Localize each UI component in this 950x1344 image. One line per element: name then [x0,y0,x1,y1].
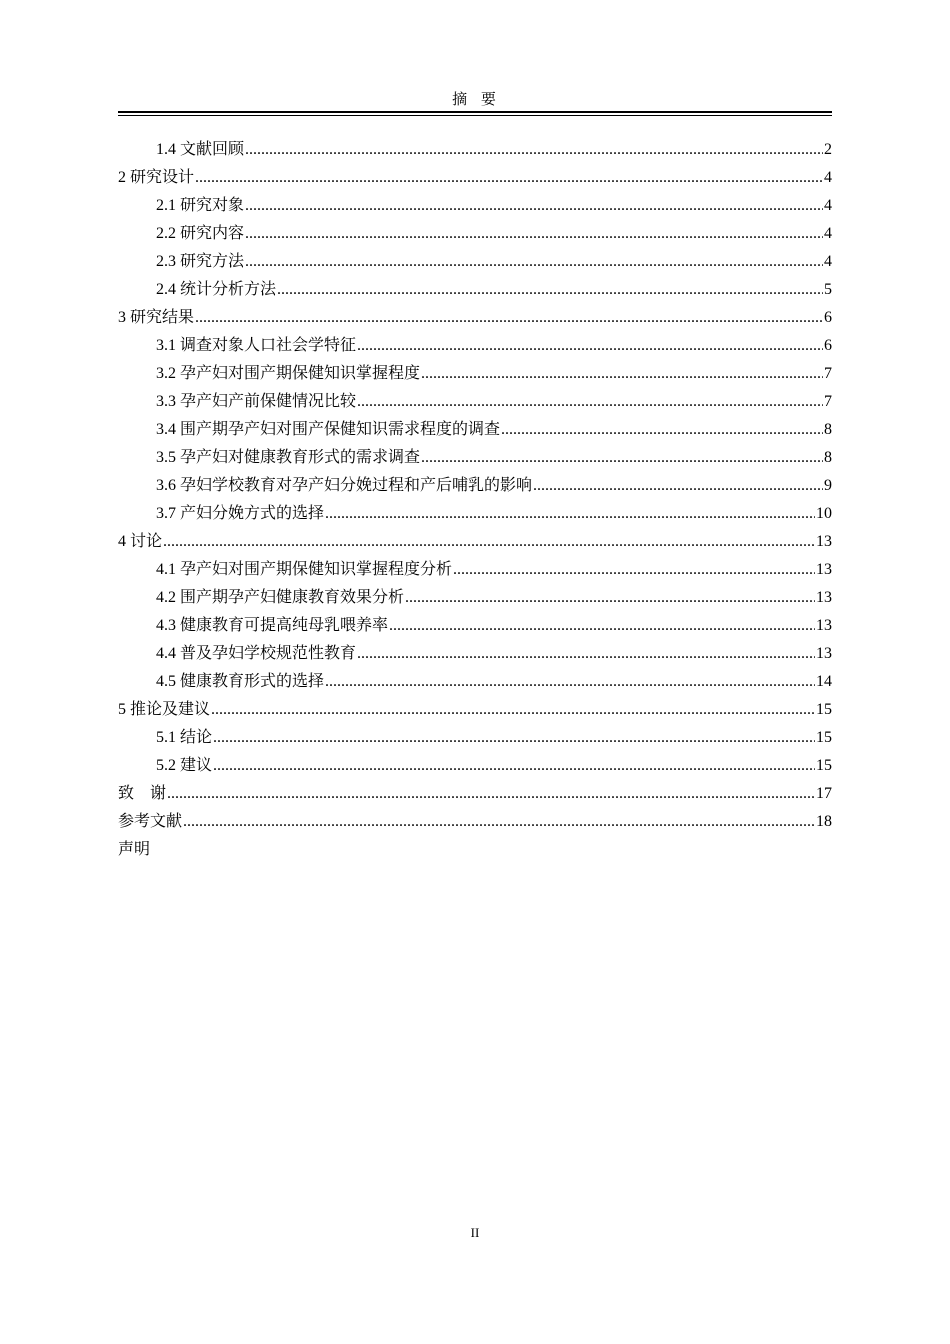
toc-entry[interactable] [118,668,832,696]
toc-entry-title: 4.1 孕产妇对围产期保健知识掌握程度分析 [156,561,453,578]
toc-entry-title: 3.6 孕妇学校教育对孕产妇分娩过程和产后哺乳的影响 [156,477,533,494]
toc-dot-leader [421,360,823,388]
toc-page-number: 13 [816,589,832,606]
toc-entry[interactable] [118,584,832,612]
toc-entry-title: 3.1 调查对象人口社会学特征 [156,337,357,354]
toc-entry-title: 3.2 孕产妇对围产期保健知识掌握程度 [156,365,421,382]
toc-page-number: 6 [824,309,832,326]
toc-entry[interactable] [118,808,832,836]
toc-dot-leader [453,556,815,584]
toc-page-number: 4 [824,225,832,242]
toc-page-number: 10 [816,505,832,522]
toc-page-number: 17 [816,785,832,802]
toc-dot-leader [245,248,823,276]
toc-dot-leader [357,388,823,416]
toc-entry[interactable] [118,192,832,220]
toc-dot-leader [405,584,815,612]
toc-entry[interactable] [118,248,832,276]
toc-entry-title: 4.4 普及孕妇学校规范性教育 [156,645,357,662]
toc-dot-leader [167,780,815,808]
toc-dot-leader [163,528,815,556]
toc-page-number: 4 [824,253,832,270]
toc-dot-leader [245,136,823,164]
toc-page-number: 4 [824,197,832,214]
toc-entry-title: 3.3 孕产妇产前保健情况比较 [156,393,357,410]
toc-entry-title: 2 研究设计 [118,169,195,186]
toc-page-number: 8 [824,449,832,466]
toc-entry[interactable] [118,276,832,304]
toc-dot-leader [325,500,815,528]
toc-entry-title: 1.4 文献回顾 [156,141,245,158]
toc-page-number: 7 [824,365,832,382]
toc-dot-leader [195,304,823,332]
toc-dot-leader [195,164,823,192]
toc-dot-leader [325,668,815,696]
toc-entry-title: 5.1 结论 [156,729,213,746]
page-number: II [470,1225,480,1240]
toc-entry[interactable] [118,416,832,444]
toc-page-number: 18 [816,813,832,830]
toc-entry[interactable] [118,836,832,864]
toc-entry[interactable] [118,388,832,416]
toc-entry[interactable] [118,612,832,640]
toc-page-number: 13 [816,561,832,578]
toc-entry[interactable] [118,304,832,332]
toc-entry-title: 2.3 研究方法 [156,253,245,270]
toc-dot-leader [533,472,823,500]
toc-entry[interactable] [118,444,832,472]
toc-entry[interactable] [118,696,832,724]
toc-entry[interactable] [118,780,832,808]
toc-entry-title: 参考文献 [118,813,183,830]
toc-entry-title: 3.5 孕产妇对健康教育形式的需求调查 [156,449,421,466]
toc-page-number: 2 [824,141,832,158]
toc-entry-title: 2.1 研究对象 [156,197,245,214]
toc-entry[interactable] [118,136,832,164]
toc-entry[interactable] [118,360,832,388]
toc-entry[interactable] [118,164,832,192]
toc-entry[interactable] [118,528,832,556]
toc-page-number: 9 [824,477,832,494]
toc-dot-leader [213,724,815,752]
header-rule-thick [118,111,832,113]
header-title: 摘 要 [452,92,498,108]
toc-dot-leader [183,808,815,836]
toc-entry[interactable] [118,752,832,780]
toc-page-number: 6 [824,337,832,354]
toc-entry-title: 4.3 健康教育可提高纯母乳喂养率 [156,617,389,634]
page-header [118,90,832,114]
toc-page-number: 15 [816,729,832,746]
toc-page-number: 13 [816,617,832,634]
toc-dot-leader [245,220,823,248]
toc-dot-leader [277,276,823,304]
header-rule-thin [118,115,832,116]
toc-page-number: 13 [816,645,832,662]
toc-entry[interactable] [118,640,832,668]
toc-dot-leader [211,696,815,724]
toc-dot-leader [357,640,815,668]
toc-dot-leader [245,192,823,220]
toc-entry-title: 3 研究结果 [118,309,195,326]
toc-dot-leader [501,416,823,444]
toc-entry-title: 4.5 健康教育形式的选择 [156,673,325,690]
toc-page-number: 5 [824,281,832,298]
toc-dot-leader [421,444,823,472]
toc-entry-title: 3.4 围产期孕产妇对围产保健知识需求程度的调查 [156,421,501,438]
toc-page-number: 7 [824,393,832,410]
toc-entry-title: 3.7 产妇分娩方式的选择 [156,505,325,522]
toc-entry[interactable] [118,220,832,248]
toc-page-number: 4 [824,169,832,186]
toc-entry-title: 致 谢 [118,785,167,802]
toc-entry-title: 4 讨论 [118,533,163,550]
toc-entry-title: 2.4 统计分析方法 [156,281,277,298]
toc-entry-title: 4.2 围产期孕产妇健康教育效果分析 [156,589,405,606]
toc-entry-title: 5 推论及建议 [118,701,211,718]
toc-page-number: 8 [824,421,832,438]
toc-page-number: 13 [816,533,832,550]
toc-entry-title: 2.2 研究内容 [156,225,245,242]
toc-entry[interactable] [118,500,832,528]
toc-page-number: 14 [816,673,832,690]
toc-dot-leader [389,612,815,640]
toc-entry[interactable] [118,472,832,500]
toc-dot-leader [213,752,815,780]
toc-entry[interactable] [118,332,832,360]
toc-entry[interactable] [118,556,832,584]
toc-entry[interactable] [118,724,832,752]
toc-page-number: 15 [816,701,832,718]
toc-page-number: 15 [816,757,832,774]
toc-entry-title: 5.2 建议 [156,757,213,774]
toc-entry-title: 声明 [118,841,151,858]
table-of-contents [118,136,832,864]
toc-dot-leader [357,332,823,360]
